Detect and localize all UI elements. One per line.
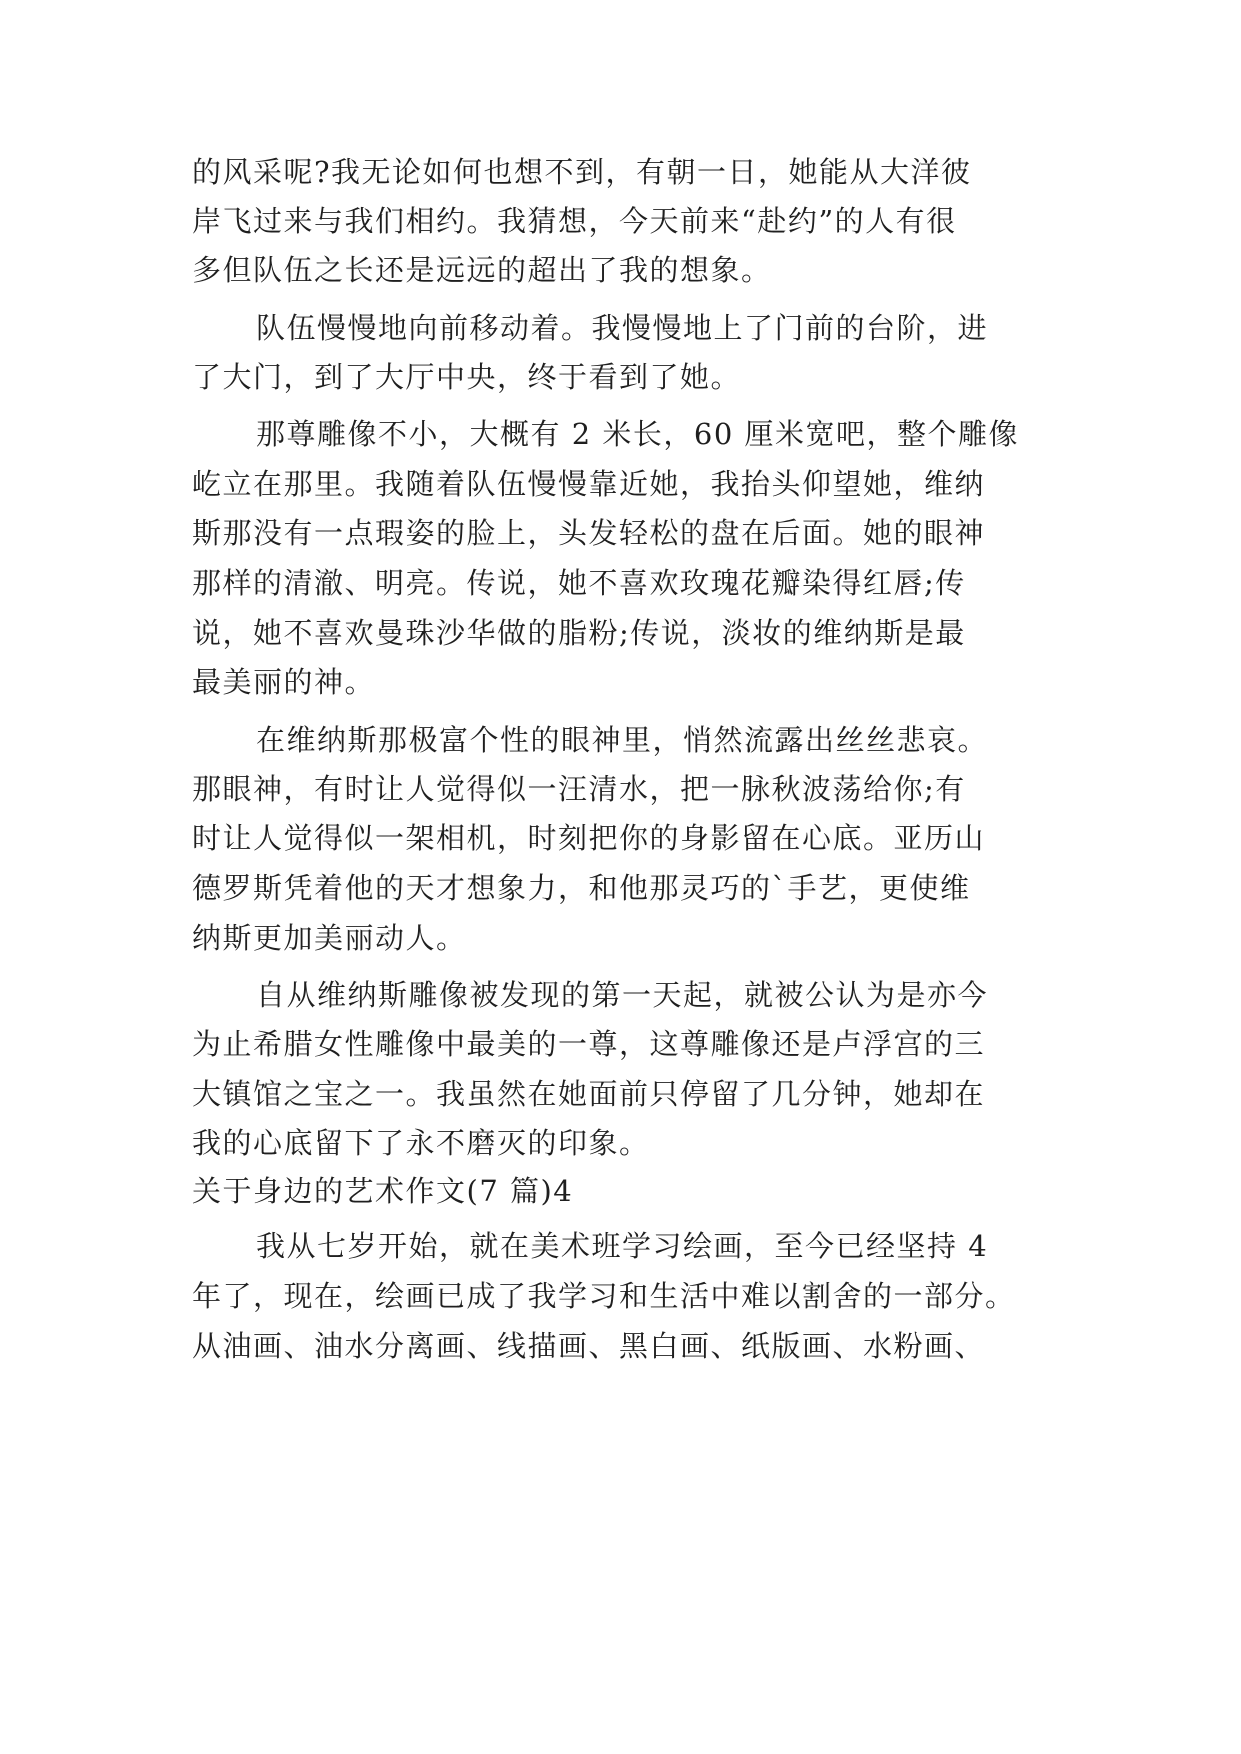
text-line: 大镇馆之宝之一。我虽然在她面前只停留了几分钟，她却在 [192, 1077, 986, 1111]
text-line: 岸飞过来与我们相约。我猜想，今天前来“赴约”的人有很 [192, 204, 957, 238]
text-line: 我的心底留下了永不磨灭的印象。 [192, 1126, 650, 1160]
text-line: 那样的清澈、明亮。传说，她不喜欢玫瑰花瓣染得红唇;传 [192, 566, 966, 600]
paragraph-start-line: 队伍慢慢地向前移动着。我慢慢地上了门前的台阶，进 [256, 311, 989, 345]
text-line: 斯那没有一点瑕姿的脸上，头发轻松的盘在后面。她的眼神 [192, 516, 986, 550]
text-line: 从油画、油水分离画、线描画、黑白画、纸版画、水粉画、 [192, 1329, 986, 1363]
text-line: 纳斯更加美丽动人。 [192, 921, 467, 955]
text-line: 为止希腊女性雕像中最美的一尊，这尊雕像还是卢浮宫的三 [192, 1027, 986, 1061]
paragraph-start-line: 那尊雕像不小，大概有 2 米长，60 厘米宽吧，整个雕像 [256, 417, 1020, 451]
text-line: 屹立在那里。我随着队伍慢慢靠近她，我抬头仰望她，维纳 [192, 467, 986, 501]
section-heading: 关于身边的艺术作文(7 篇)4 [192, 1174, 574, 1208]
text-line: 那眼神，有时让人觉得似一汪清水，把一脉秋波荡给你;有 [192, 772, 966, 806]
text-line: 最美丽的神。 [192, 665, 376, 699]
text-line: 的风采呢?我无论如何也想不到，有朝一日，她能从大洋彼 [192, 155, 972, 189]
text-line: 说，她不喜欢曼珠沙华做的脂粉;传说，淡妆的维纳斯是最 [192, 616, 966, 650]
text-line: 德罗斯凭着他的天才想象力，和他那灵巧的`手艺，更使维 [192, 871, 971, 905]
text-line: 时让人觉得似一架相机，时刻把你的身影留在心底。亚历山 [192, 821, 986, 855]
text-line: 多但队伍之长还是远远的超出了我的想象。 [192, 253, 772, 287]
text-line: 年了，现在，绘画已成了我学习和生活中难以割舍的一部分。 [192, 1279, 1016, 1313]
paragraph-start-line: 在维纳斯那极富个性的眼神里，悄然流露出丝丝悲哀。 [256, 723, 989, 757]
paragraph-start-line: 我从七岁开始，就在美术班学习绘画，至今已经坚持 4 [256, 1229, 989, 1263]
text-line: 了大门，到了大厅中央，终于看到了她。 [192, 360, 742, 394]
paragraph-start-line: 自从维纳斯雕像被发现的第一天起，就被公认为是亦今 [256, 978, 989, 1012]
